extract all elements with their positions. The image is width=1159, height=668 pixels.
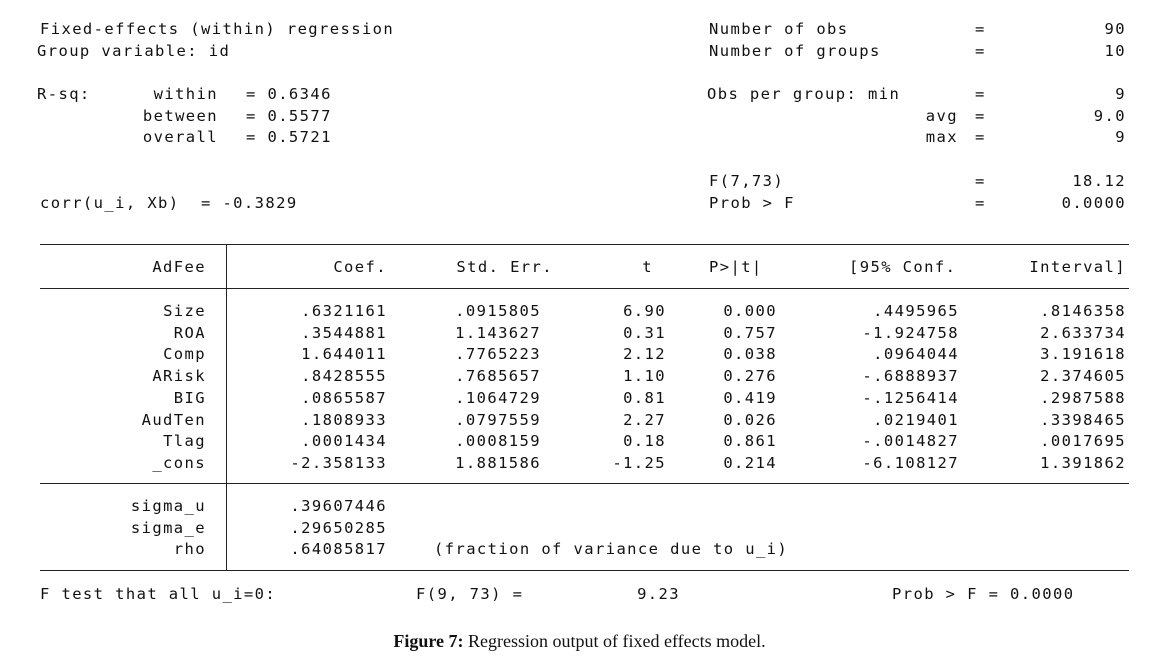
rsq-overall-value: = 0.5721: [246, 128, 332, 146]
row-cell-se: .0008159: [455, 432, 541, 450]
col-coef: Coef.: [333, 258, 387, 276]
row-cell-hi: .3398465: [1040, 411, 1126, 429]
col-t: t: [642, 258, 653, 276]
row-cell-se: 1.881586: [455, 454, 541, 472]
prob-f-eq: =: [975, 194, 986, 212]
row-cell-t: 0.31: [623, 324, 666, 342]
row-cell-coef: .3544881: [301, 324, 387, 342]
obs-avg-value: 9.0: [1093, 107, 1126, 125]
col-pvalue: P>|t|: [709, 258, 763, 276]
row-cell-lo: .4495965: [873, 302, 959, 320]
row-cell-coef: -2.358133: [290, 454, 387, 472]
row-cell-p: 0.000: [723, 302, 777, 320]
row-variable-name: Comp: [163, 345, 206, 363]
row-cell-lo: .0219401: [873, 411, 959, 429]
row-cell-se: 1.143627: [455, 324, 541, 342]
row-cell-t: 2.27: [623, 411, 666, 429]
row-cell-hi: .8146358: [1040, 302, 1126, 320]
figure-caption: [0, 631, 1159, 652]
row-cell-se: .1064729: [455, 389, 541, 407]
group-variable: Group variable: id: [37, 42, 231, 60]
row-cell-coef: .0865587: [301, 389, 387, 407]
row-variable-name: BIG: [173, 389, 206, 407]
table-vertical-rule: [226, 244, 227, 571]
table-top-rule: [40, 244, 1129, 245]
rsq-within-value: = 0.6346: [246, 85, 332, 103]
row-cell-t: 0.81: [623, 389, 666, 407]
row-cell-p: 0.038: [723, 345, 777, 363]
rho-label: rho: [173, 540, 206, 558]
row-cell-coef: .1808933: [301, 411, 387, 429]
obs-max-label: max: [925, 128, 958, 146]
table-sigma-rule: [40, 483, 1129, 484]
row-cell-coef: .8428555: [301, 367, 387, 385]
ftest-prob: Prob > F = 0.0000: [892, 585, 1075, 603]
col-ci-high: Interval]: [1029, 258, 1126, 276]
obs-avg-eq: =: [975, 107, 986, 125]
row-cell-p: 0.757: [723, 324, 777, 342]
row-cell-lo: -.0014827: [862, 432, 959, 450]
row-cell-se: .0915805: [455, 302, 541, 320]
ftest-label: F test that all u_i=0:: [40, 585, 277, 603]
ngroups-label: Number of groups: [709, 42, 881, 60]
row-cell-se: .7765223: [455, 345, 541, 363]
rsq-between-value: = 0.5577: [246, 107, 332, 125]
row-cell-t: 6.90: [623, 302, 666, 320]
row-variable-name: ROA: [173, 324, 206, 342]
row-cell-p: 0.276: [723, 367, 777, 385]
rsq-within-label: within: [153, 85, 218, 103]
row-variable-name: Size: [163, 302, 206, 320]
row-cell-t: -1.25: [612, 454, 666, 472]
row-cell-lo: .0964044: [873, 345, 959, 363]
row-cell-t: 1.10: [623, 367, 666, 385]
nobs-label: Number of obs: [709, 20, 849, 38]
row-cell-p: 0.026: [723, 411, 777, 429]
row-cell-t: 2.12: [623, 345, 666, 363]
row-cell-coef: .0001434: [301, 432, 387, 450]
prob-f-label: Prob > F: [709, 194, 795, 212]
figure-label: Figure 7:: [393, 631, 464, 651]
row-cell-hi: 2.374605: [1040, 367, 1126, 385]
obs-min-label: Obs per group: min: [707, 85, 901, 103]
row-cell-se: .0797559: [455, 411, 541, 429]
rsq-overall-label: overall: [142, 128, 218, 146]
row-cell-lo: -6.108127: [862, 454, 959, 472]
figure-caption-text: Regression output of fixed effects model.: [463, 631, 766, 651]
sigma-u-value: .39607446: [290, 497, 387, 515]
corr-line: corr(u_i, Xb) = -0.3829: [40, 194, 298, 212]
row-cell-hi: .0017695: [1040, 432, 1126, 450]
rho-note: (fraction of variance due to u_i): [434, 540, 789, 558]
row-cell-t: 0.18: [623, 432, 666, 450]
row-cell-p: 0.861: [723, 432, 777, 450]
sigma-e-value: .29650285: [290, 519, 387, 537]
prob-f-value: 0.0000: [1061, 194, 1126, 212]
row-cell-hi: 1.391862: [1040, 454, 1126, 472]
row-cell-lo: -.1256414: [862, 389, 959, 407]
row-cell-coef: .6321161: [301, 302, 387, 320]
rsq-between-label: between: [142, 107, 218, 125]
row-cell-p: 0.419: [723, 389, 777, 407]
ftest-stat: F(9, 73) =: [416, 585, 524, 603]
obs-avg-label: avg: [925, 107, 958, 125]
row-cell-se: .7685657: [455, 367, 541, 385]
nobs-value: 90: [1104, 20, 1126, 38]
obs-max-eq: =: [975, 128, 986, 146]
ftest-value: 9.23: [637, 585, 680, 603]
row-cell-coef: 1.644011: [301, 345, 387, 363]
sigma-u-label: sigma_u: [130, 497, 206, 515]
row-cell-lo: -1.924758: [862, 324, 959, 342]
row-cell-hi: .2987588: [1040, 389, 1126, 407]
col-ci-low: [95% Conf.: [849, 258, 957, 276]
f-stat-label: F(7,73): [709, 172, 785, 190]
rsq-label: R-sq:: [37, 85, 91, 103]
row-cell-p: 0.214: [723, 454, 777, 472]
row-variable-name: AudTen: [141, 411, 206, 429]
f-stat-eq: =: [975, 172, 986, 190]
row-variable-name: Tlag: [163, 432, 206, 450]
sigma-e-label: sigma_e: [130, 519, 206, 537]
row-variable-name: ARisk: [152, 367, 206, 385]
row-cell-hi: 2.633734: [1040, 324, 1126, 342]
table-bottom-rule: [40, 570, 1129, 571]
ngroups-eq: =: [975, 42, 986, 60]
row-cell-hi: 3.191618: [1040, 345, 1126, 363]
col-stderr: Std. Err.: [456, 258, 553, 276]
ngroups-value: 10: [1104, 42, 1126, 60]
nobs-eq: =: [975, 20, 986, 38]
depvar-label: AdFee: [152, 258, 206, 276]
obs-max-value: 9: [1115, 128, 1126, 146]
obs-min-eq: =: [975, 85, 986, 103]
row-variable-name: _cons: [152, 454, 206, 472]
rho-value: .64085817: [290, 540, 387, 558]
table-header-rule: [40, 288, 1129, 289]
obs-min-value: 9: [1115, 85, 1126, 103]
output-title: Fixed-effects (within) regression: [40, 20, 395, 38]
row-cell-lo: -.6888937: [862, 367, 959, 385]
f-stat-value: 18.12: [1072, 172, 1126, 190]
